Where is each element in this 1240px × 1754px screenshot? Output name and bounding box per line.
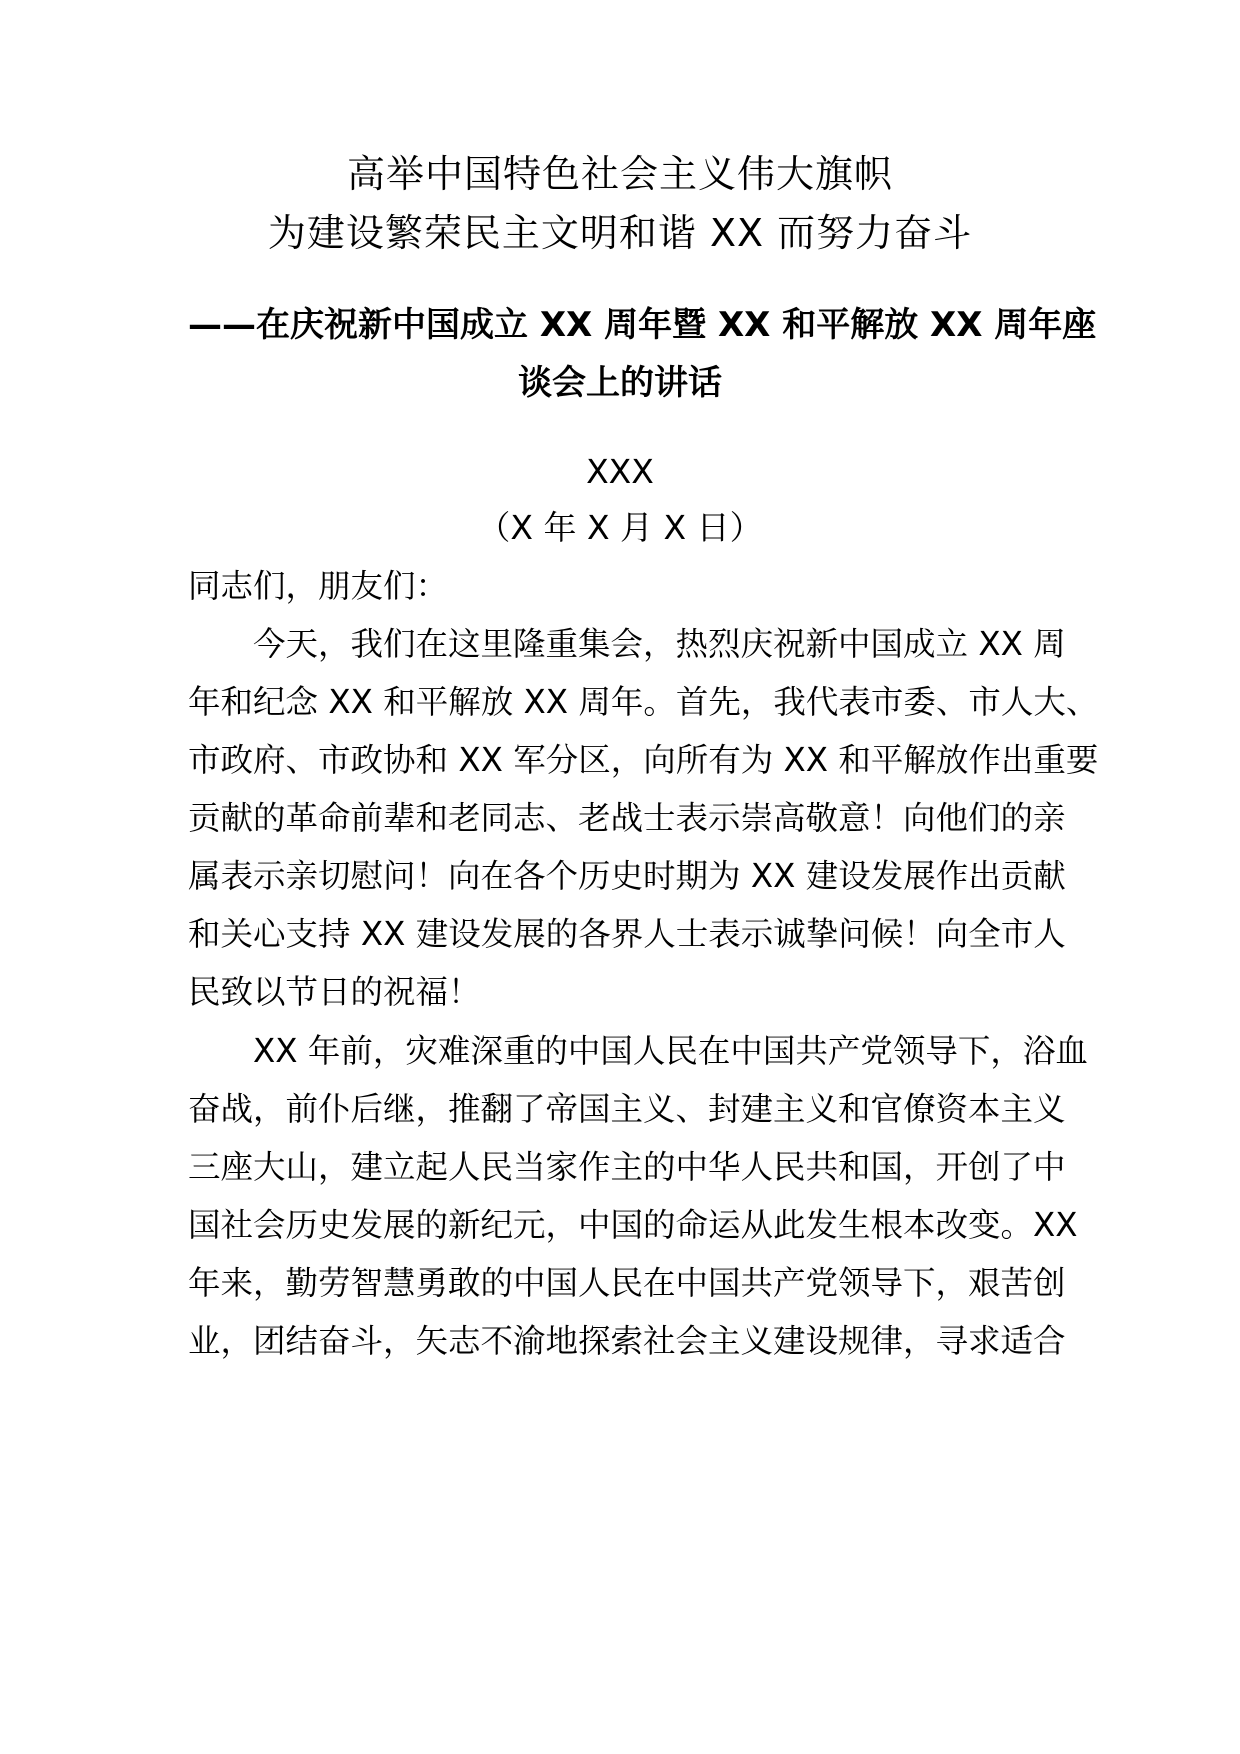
- author: XXX: [586, 452, 654, 491]
- paragraph-2-line-5: 年来，勤劳智慧勇敢的中国人民在中国共产党领导下，艰苦创: [188, 1264, 1066, 1302]
- salutation: 同志们，朋友们：: [188, 567, 449, 605]
- paragraph-2-line-6: 业，团结奋斗，矢志不渝地探索社会主义建设规律，寻求适合: [188, 1322, 1066, 1360]
- paragraph-1-line-4: 贡献的革命前辈和老同志、老战士表示崇高敬意！向他们的亲: [188, 799, 1066, 837]
- title-line-2: 为建设繁荣民主文明和谐 XX 而努力奋斗: [267, 211, 973, 255]
- paragraph-1-line-1: 今天，我们在这里隆重集会，热烈庆祝新中国成立 XX 周: [253, 625, 1066, 663]
- paragraph-2-line-1: XX 年前，灾难深重的中国人民在中国共产党领导下，浴血: [253, 1032, 1088, 1070]
- paragraph-2-line-2: 奋战，前仆后继，推翻了帝国主义、封建主义和官僚资本主义: [188, 1090, 1066, 1128]
- title-line-1: 高举中国特色社会主义伟大旗帜: [346, 152, 893, 196]
- paragraph-2-line-4: 国社会历史发展的新纪元，中国的命运从此发生根本改变。XX: [188, 1206, 1078, 1244]
- paragraph-1-line-2: 年和纪念 XX 和平解放 XX 周年。首先，我代表市委、市人大、: [188, 683, 1099, 721]
- paragraph-2-line-3: 三座大山，建立起人民当家作主的中华人民共和国，开创了中: [188, 1148, 1066, 1186]
- paragraph-1-line-3: 市政府、市政协和 XX 军分区，向所有为 XX 和平解放作出重要: [188, 741, 1099, 779]
- paragraph-1-line-7: 民致以节日的祝福！: [188, 973, 481, 1011]
- subtitle-line-2: 谈会上的讲话: [518, 363, 722, 403]
- subtitle-line-1: ——在庆祝新中国成立 XX 周年暨 XX 和平解放 XX 周年座: [188, 305, 1097, 345]
- paragraph-1-line-6: 和关心支持 XX 建设发展的各界人士表示诚挚问候！向全市人: [188, 915, 1066, 953]
- paragraph-1-line-5: 属表示亲切慰问！向在各个历史时期为 XX 建设发展作出贡献: [188, 857, 1066, 895]
- date: （X 年 X 月 X 日）: [477, 508, 763, 547]
